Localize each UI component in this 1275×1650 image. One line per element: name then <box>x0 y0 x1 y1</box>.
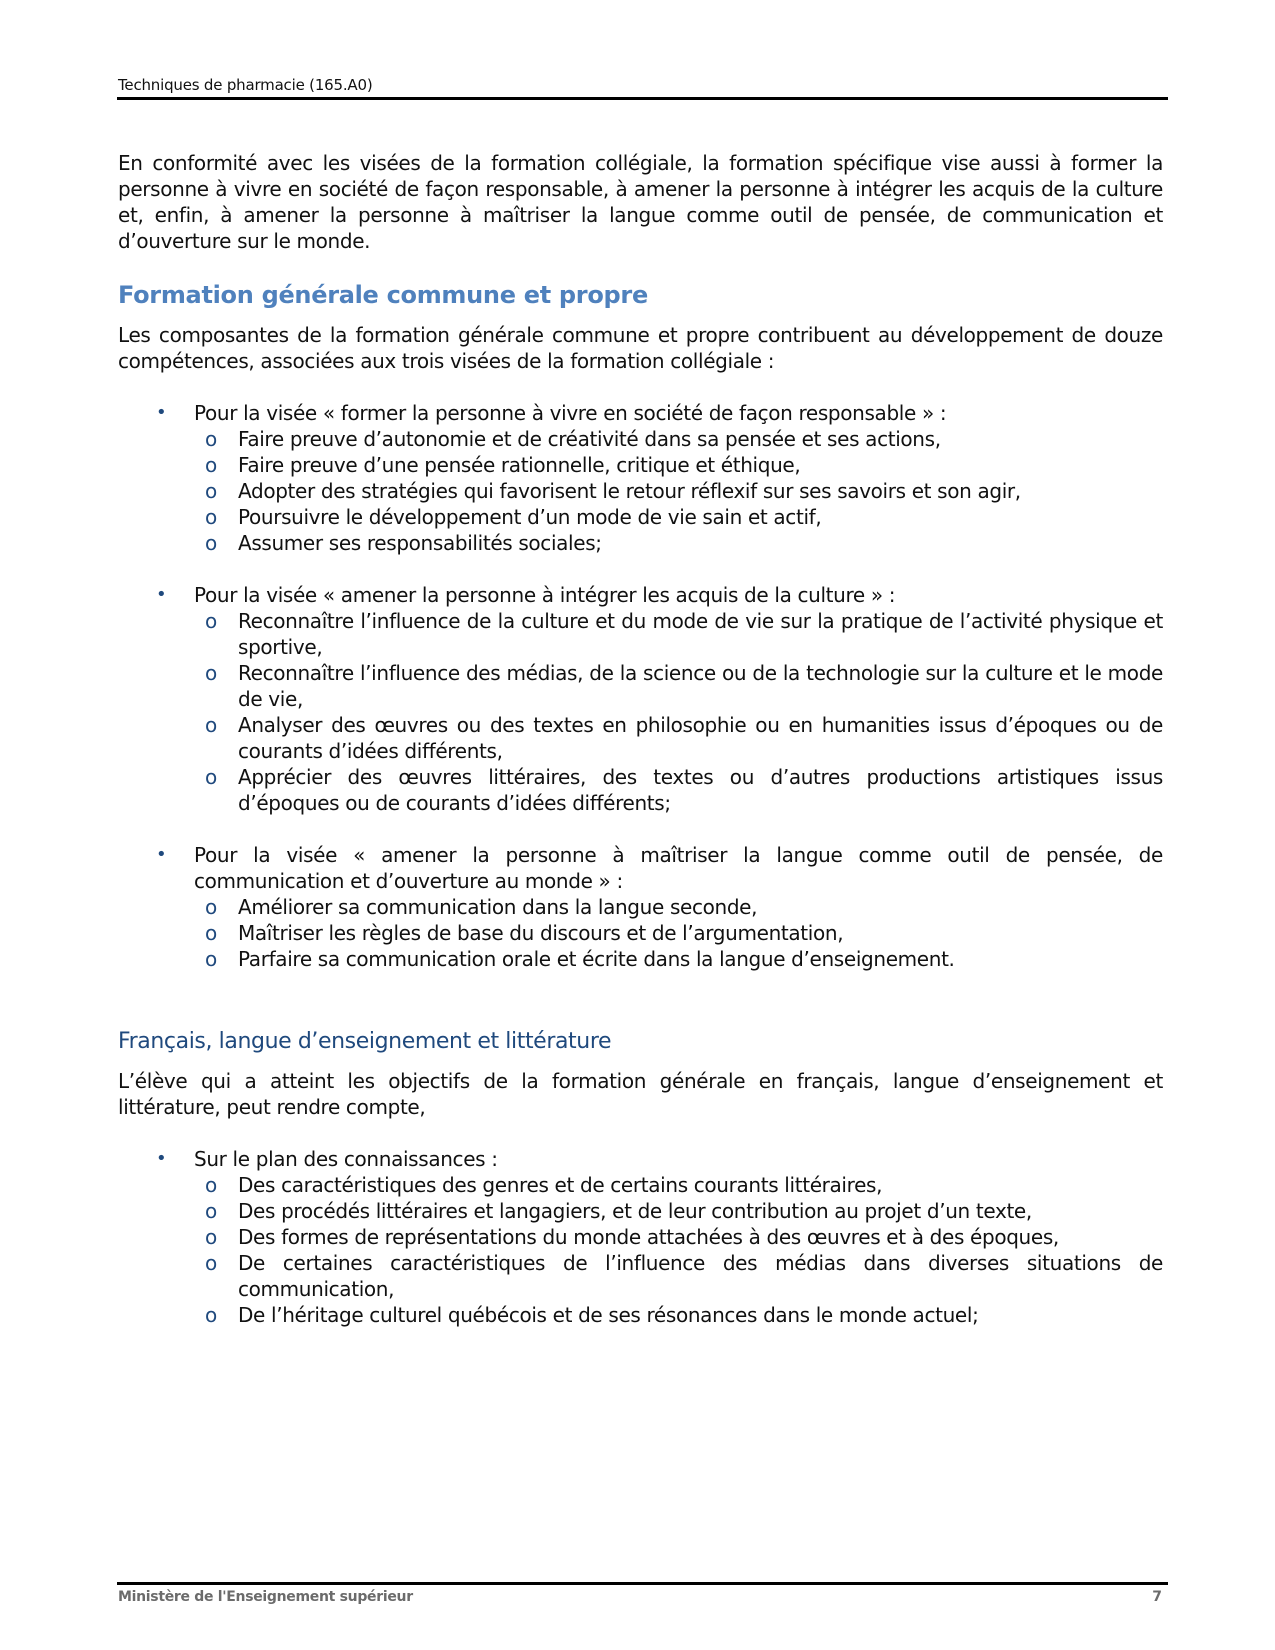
sub-list <box>194 608 1163 816</box>
sub-list-item <box>194 426 1163 452</box>
section1-bullet-list <box>118 400 1163 972</box>
list-item <box>118 842 1163 972</box>
sub-bullet-icon: o <box>205 661 217 685</box>
footer-rule <box>117 1582 1168 1585</box>
sub-bullet-icon: o <box>205 479 217 503</box>
sub-list-item-text: Apprécier des œuvres littéraires, des textes ou d’autres productions artistiques issus d’époques ou de courants d’idées différents; <box>238 765 1163 815</box>
sub-list-item <box>194 946 1163 972</box>
sub-list-item-text: Faire preuve d’une pensée rationnelle, critique et éthique, <box>238 453 801 477</box>
section2-paragraph: L’élève qui a atteint les objectifs de la formation générale en français, langue d’enseignement et littérature, peut rendre compte, <box>118 1069 1163 1119</box>
sub-list-item-text: Maîtriser les règles de base du discours et de l’argumentation, <box>238 921 844 945</box>
sub-bullet-icon: o <box>205 1199 217 1223</box>
sub-list-item-text: Des caractéristiques des genres et de certains courants littéraires, <box>238 1173 883 1197</box>
list-item <box>118 1146 1163 1328</box>
sub-list <box>194 894 1163 972</box>
sub-list-item <box>194 478 1163 504</box>
footer-publisher: Ministère de l'Enseignement supérieur <box>118 1589 413 1605</box>
sub-bullet-icon: o <box>205 1303 217 1327</box>
sub-list-item <box>194 1198 1163 1224</box>
sub-list-item-text: Assumer ses responsabilités sociales; <box>238 531 602 555</box>
sub-bullet-icon: o <box>205 895 217 919</box>
sub-bullet-icon: o <box>205 713 217 737</box>
bullet-icon: • <box>156 402 167 423</box>
sub-list-item-text: Analyser des œuvres ou des textes en philosophie ou en humanities issus d’époques ou de courants d’idées différents, <box>238 713 1163 763</box>
page-number: 7 <box>1152 1589 1162 1605</box>
sub-bullet-icon: o <box>205 1251 217 1275</box>
sub-list-item-text: Reconnaître l’influence des médias, de la science ou de la technologie sur la culture et le mode de vie, <box>238 661 1163 711</box>
sub-bullet-icon: o <box>205 1225 217 1249</box>
sub-list-item <box>194 712 1163 764</box>
sub-list-item <box>194 452 1163 478</box>
sub-bullet-icon: o <box>205 531 217 555</box>
running-header: Techniques de pharmacie (165.A0) <box>118 76 373 94</box>
sub-list-item-text: Adopter des stratégies qui favorisent le retour réflexif sur ses savoirs et son agir, <box>238 479 1021 503</box>
list-item-text: Pour la visée « former la personne à vivre en société de façon responsable » : <box>194 401 947 425</box>
sub-list <box>194 1172 1163 1328</box>
list-item-text: Pour la visée « amener la personne à maîtriser la langue comme outil de pensée, de communication et d’ouverture au monde » : <box>194 843 1163 893</box>
list-item-text: Sur le plan des connaissances : <box>194 1147 498 1171</box>
page-content <box>118 150 1163 1328</box>
sub-list-item <box>194 1224 1163 1250</box>
bullet-icon: • <box>156 1148 167 1169</box>
sub-list-item <box>194 504 1163 530</box>
sub-list-item <box>194 764 1163 816</box>
sub-list-item <box>194 608 1163 660</box>
sub-bullet-icon: o <box>205 947 217 971</box>
sub-bullet-icon: o <box>205 1173 217 1197</box>
list-item <box>118 582 1163 816</box>
sub-bullet-icon: o <box>205 453 217 477</box>
section1-paragraph: Les composantes de la formation générale commune et propre contribuent au développement de douze compétences, associées aux trois visées de la formation collégiale : <box>118 323 1163 373</box>
sub-list-item <box>194 894 1163 920</box>
sub-list-item <box>194 530 1163 556</box>
sub-list-item-text: Reconnaître l’influence de la culture et du mode de vie sur la pratique de l’activité physique et sportive, <box>238 609 1163 659</box>
sub-bullet-icon: o <box>205 609 217 633</box>
sub-list-item-text: De l’héritage culturel québécois et de ses résonances dans le monde actuel; <box>238 1303 979 1327</box>
list-item <box>118 400 1163 556</box>
sub-list-item <box>194 1250 1163 1302</box>
sub-bullet-icon: o <box>205 505 217 529</box>
sub-list-item-text: Des formes de représentations du monde attachées à des œuvres et à des époques, <box>238 1225 1059 1249</box>
list-item-text: Pour la visée « amener la personne à intégrer les acquis de la culture » : <box>194 583 896 607</box>
sub-list-item-text: Parfaire sa communication orale et écrite dans la langue d’enseignement. <box>238 947 955 971</box>
section2-bullet-list <box>118 1146 1163 1328</box>
section-heading-francais: Français, langue d’enseignement et littérature <box>118 1029 612 1054</box>
bullet-icon: • <box>156 584 167 605</box>
sub-list-item <box>194 1172 1163 1198</box>
sub-list-item-text: Des procédés littéraires et langagiers, et de leur contribution au projet d’un texte, <box>238 1199 1032 1223</box>
sub-list-item-text: De certaines caractéristiques de l’influence des médias dans diverses situations de communication, <box>238 1251 1163 1301</box>
sub-list-item-text: Poursuivre le développement d’un mode de vie sain et actif, <box>238 505 822 529</box>
sub-bullet-icon: o <box>205 427 217 451</box>
header-rule <box>117 97 1168 100</box>
section-heading-formation-generale: Formation générale commune et propre <box>118 281 648 309</box>
sub-list-item <box>194 1302 1163 1328</box>
sub-bullet-icon: o <box>205 921 217 945</box>
sub-list-item-text: Faire preuve d’autonomie et de créativité dans sa pensée et ses actions, <box>238 427 941 451</box>
intro-paragraph: En conformité avec les visées de la formation collégiale, la formation spécifique vise aussi à former la personne à vivre en société de façon responsable, à amener la personne à intégrer les acquis de la culture et, enfin, à amener la personne à maîtriser la langue comme outil de pensée, de communication et d’ouverture sur le monde. <box>118 151 1163 253</box>
sub-list-item-text: Améliorer sa communication dans la langue seconde, <box>238 895 758 919</box>
sub-list <box>194 426 1163 556</box>
sub-list-item <box>194 660 1163 712</box>
sub-list-item <box>194 920 1163 946</box>
bullet-icon: • <box>156 844 167 865</box>
sub-bullet-icon: o <box>205 765 217 789</box>
